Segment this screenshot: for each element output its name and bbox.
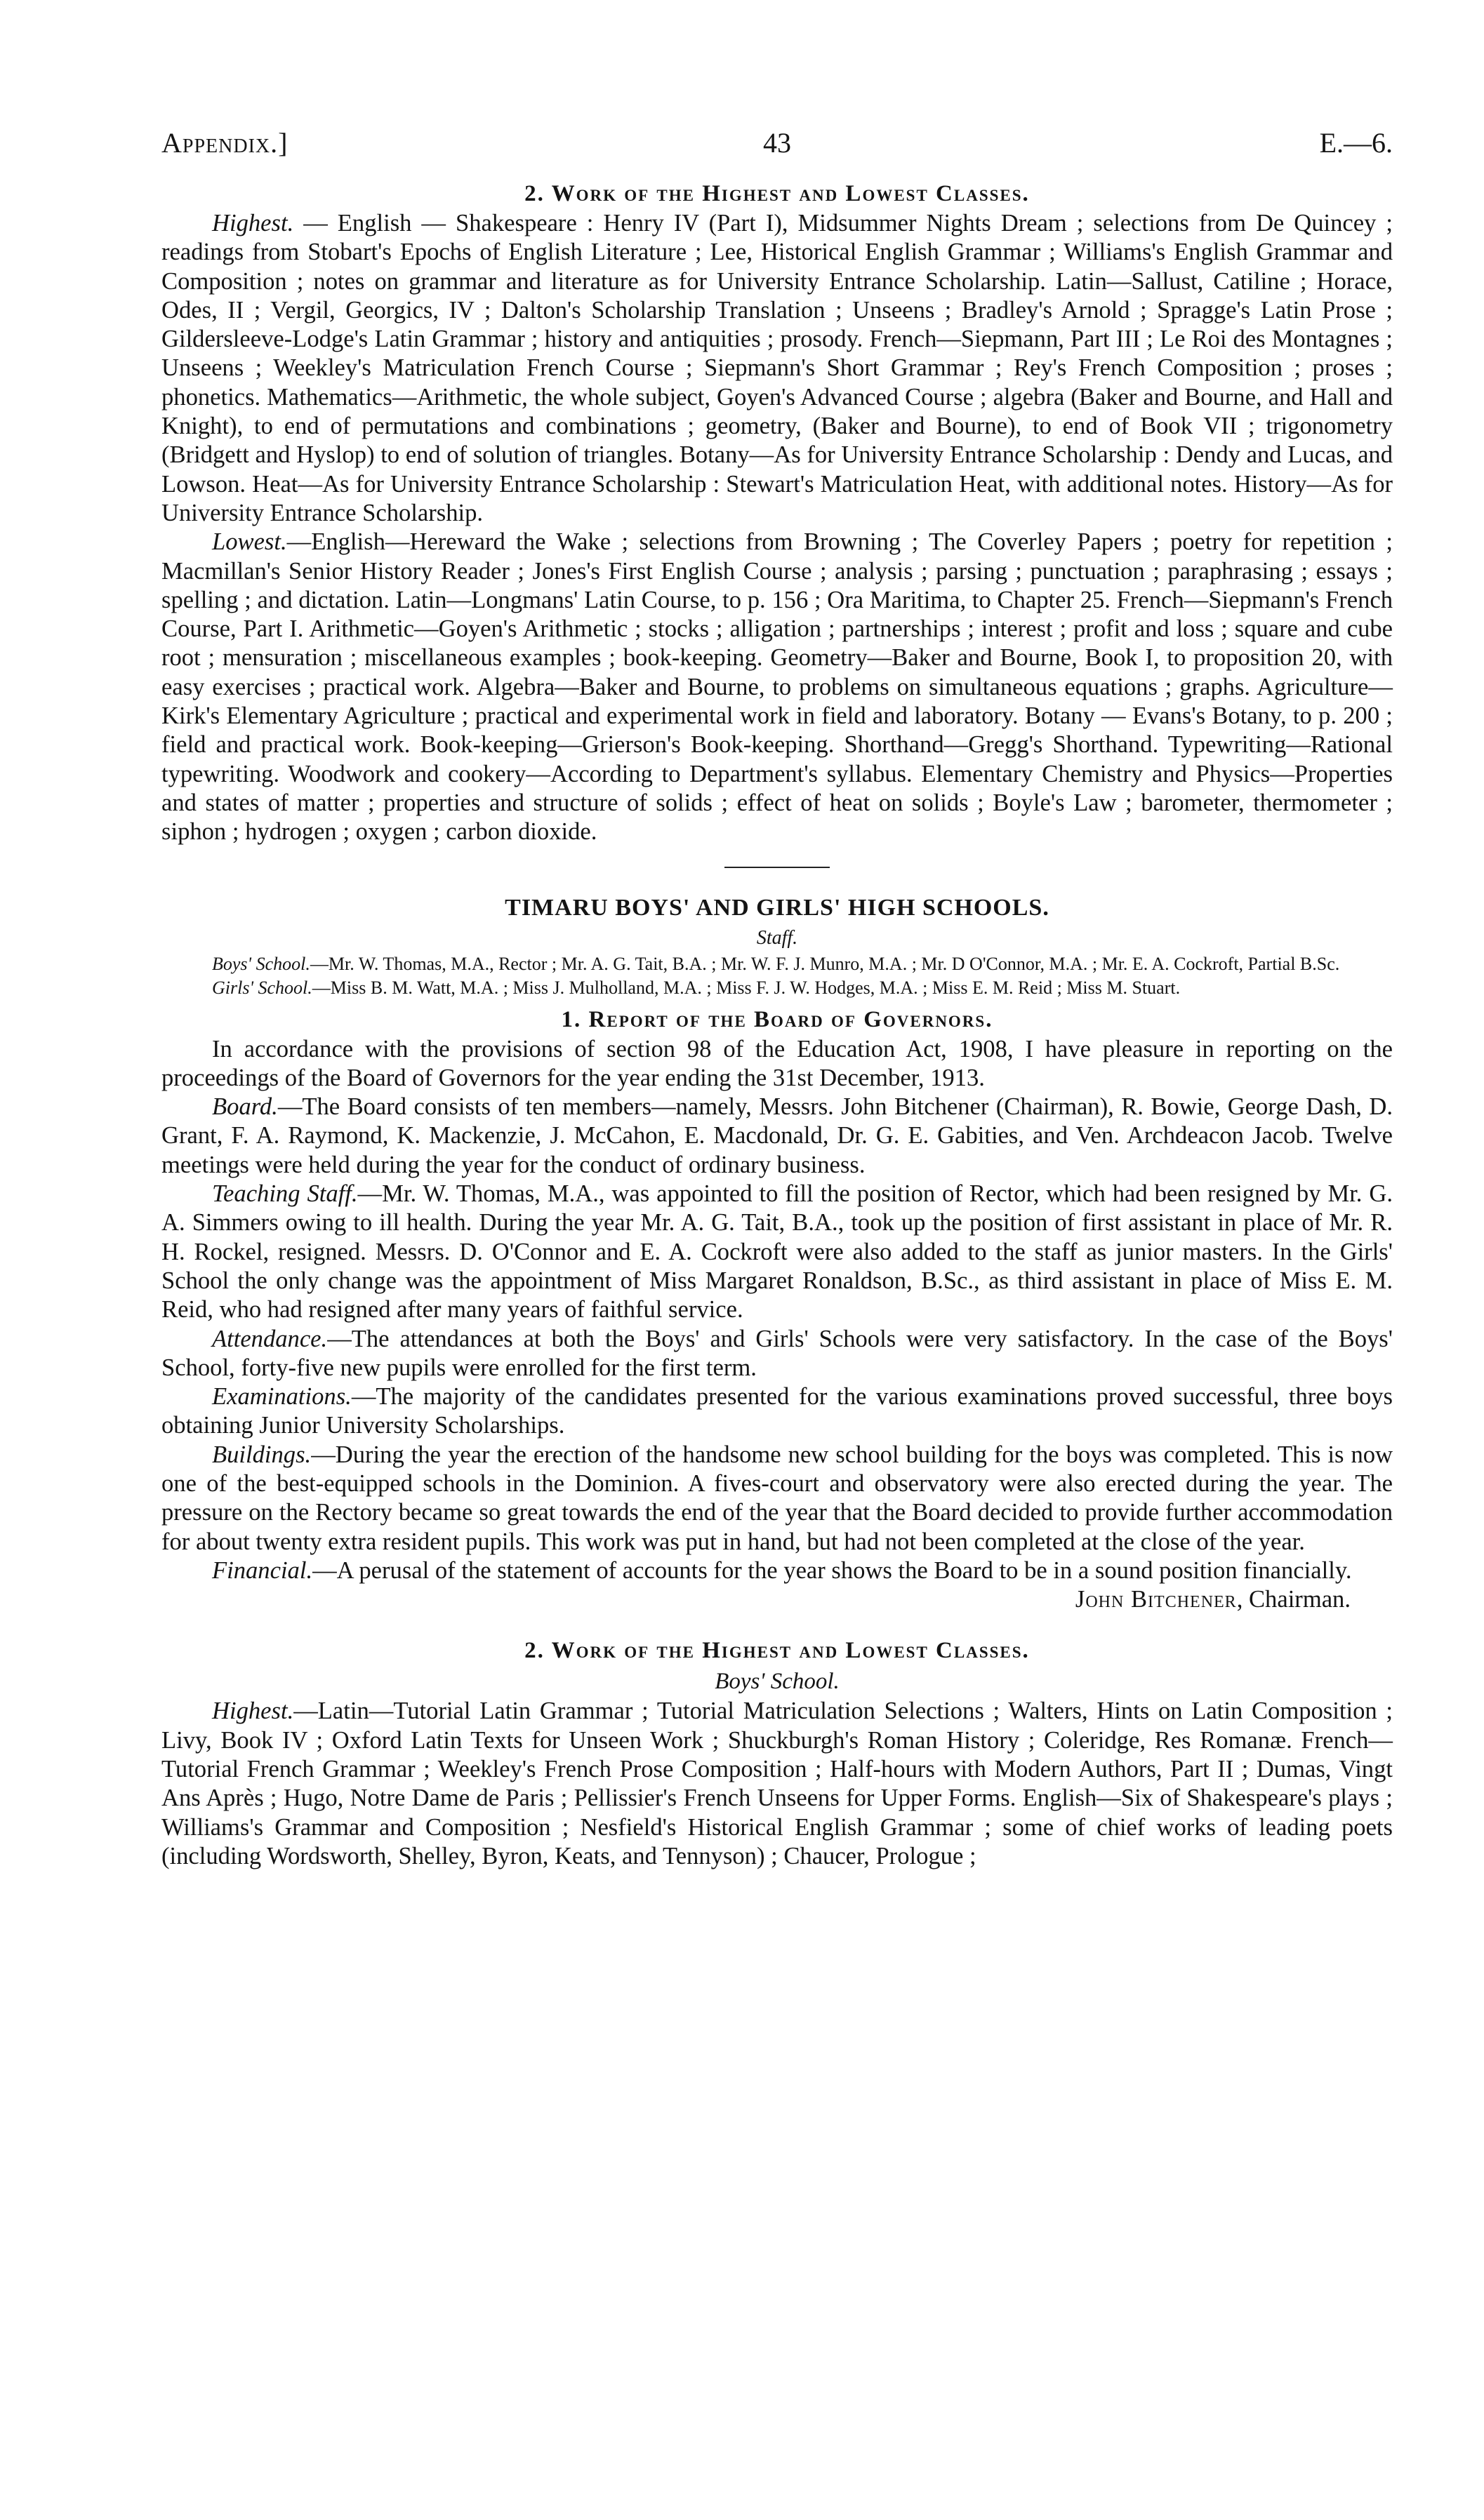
label-examinations: Examinations. [212, 1383, 352, 1411]
label-girls-school: Girls' School. [212, 977, 312, 998]
text-teaching-staff: —Mr. W. Thomas, M.A., was appointed to fill the position of Rector, which had been resigned by Mr. G. A. Simmers owing to ill health. During the year Mr. A. G. Tait, B.A., took up the position of first assistant in place of Mr. R. H. Rockel, resigned. Messrs. D. O'Connor and E. A. Cockroft were also added to the staff as junior masters. In the Girls' School the only change was the appointment of Miss Margaret Ronaldson, B.Sc., as third assistant in place of Miss E. M. Reid, who had resigned after many years of faithful service. [161, 1180, 1393, 1324]
paragraph-financial [161, 1556, 1393, 1585]
staff-list [161, 952, 1393, 1000]
paragraph-lowest [161, 528, 1393, 846]
paragraph-attendance [161, 1325, 1393, 1383]
label-board: Board. [212, 1093, 278, 1121]
text-highest: — English — Shakespeare : Henry IV (Part I), Midsummer Nights Dream ; selections from De Quincey ; readings from Stobart's Epochs of English Literature ; Lee, Historical English Grammar ; Williams's English Grammar and Composition ; notes on grammar and literature as for University Entrance Scholarship. Latin—Sallust, Catiline ; Horace, Odes, II ; Vergil, Georgics, IV ; Dalton's Scholarship Translation ; Unseens ; Bradley's Arnold ; Spragge's Latin Prose ; Gildersleeve-Lodge's Latin Grammar ; history and antiquities ; prosody. French—Siepmann, Part III ; Le Roi des Montagnes ; Unseens ; Weekley's Matriculation French Course ; Siepmann's Short Grammar ; Rey's French Composition ; proses ; phonetics. Mathematics—Arithmetic, the whole subject, Goyen's Advanced Course ; algebra (Baker and Bourne, and Hall and Knight), to end of permutations and combinations ; geometry, (Baker and Bourne), to end of Book VII ; trigonometry (Bridgett and Hyslop) to end of solution of triangles. Botany—As for University Entrance Scholarship : Dendy and Lucas, and Lowson. Heat—As for University Entrance Scholarship : Stewart's Matriculation Heat, with additional notes. History—As for University Entrance Scholarship. [161, 210, 1393, 526]
section-heading-work-classes: 2. Work of the Highest and Lowest Classes. [524, 181, 1030, 206]
document-page [161, 105, 1393, 1871]
school-title: TIMARU BOYS' AND GIRLS' HIGH SCHOOLS. [505, 894, 1049, 921]
paragraph-examinations [161, 1382, 1393, 1441]
page-header [161, 105, 1393, 168]
text-lowest: —English—Hereward the Wake ; selections from Browning ; The Coverley Papers ; poetry for repetition ; Macmillan's Senior History Reader ; Jones's First English Course ; analysis ; parsing ; punctuation ; paraphrasing ; essays ; spelling ; and dictation. Latin—Longmans' Latin Course, to p. 156 ; Ora Maritima, to Chapter 25. French—Siepmann's French Course, Part I. Arithmetic—Goyen's Arithmetic ; stocks ; alligation ; partnerships ; interest ; profit and loss ; square and cube root ; mensuration ; miscellaneous examples ; book-keeping. Geometry—Baker and Bourne, Book I, to proposition 20, with easy exercises ; practical work. Algebra—Baker and Bourne, to problems on simultaneous equations ; graphs. Agriculture—Kirk's Elementary Agriculture ; practical and experimental work in field and laboratory. Botany — Evans's Botany, to p. 200 ; field and practical work. Book-keeping—Grierson's Book-keeping. Shorthand—Gregg's Shorthand. Typewriting—Rational typewriting. Woodwork and cookery—According to Department's syllabus. Elementary Chemistry and Physics—Properties and states of matter ; properties and structure of solids ; effect of heat on solids ; Boyle's Law ; barometer, thermometer ; siphon ; hydrogen ; oxygen ; carbon dioxide. [161, 528, 1393, 846]
section-divider [724, 867, 830, 868]
signature-name: John Bitchener [1075, 1586, 1237, 1613]
staff-boys [161, 952, 1393, 976]
staff-girls [161, 976, 1393, 1000]
text-boys-highest: —Latin—Tutorial Latin Grammar ; Tutorial Matriculation Selections ; Walters, Hints on Latin Composition ; Livy, Book IV ; Oxford Latin Texts for Unseen Work ; Shuckburgh's Roman History ; Coleridge, Res Romanæ. French—Tutorial French Grammar ; Weekley's French Prose Composition ; Half-hours with Modern Authors, Part II ; Dumas, Vingt Ans Après ; Hugo, Notre Dame de Paris ; Pellissier's French Unseens for Upper Forms. English—Six of Shakespeare's plays ; Williams's Grammar and Composition ; Nesfield's Historical English Grammar ; some of chief works of leading poets (including Wordsworth, Shelley, Byron, Keats, and Tennyson) ; Chaucer, Prologue ; [161, 1698, 1393, 1869]
label-attendance: Attendance. [212, 1325, 328, 1352]
signature-title: , Chairman. [1236, 1586, 1351, 1613]
signature [161, 1585, 1393, 1614]
text-girls-staff: —Miss B. M. Watt, M.A. ; Miss J. Mulholland, M.A. ; Miss F. J. W. Hodges, M.A. ; Miss E. M. Reid ; Miss M. Stuart. [312, 977, 1181, 998]
text-financial: —A perusal of the statement of accounts for the year shows the Board to be in a sound position financially. [312, 1556, 1352, 1584]
text-boys-staff: —Mr. W. Thomas, M.A., Rector ; Mr. A. G. Tait, B.A. ; Mr. W. F. J. Munro, M.A. ; Mr. D O'Connor, M.A. ; Mr. E. A. Cockroft, Partial B.Sc. [310, 953, 1340, 974]
section-heading-boys-work: 2. Work of the Highest and Lowest Classes. [524, 1638, 1030, 1664]
text-board: —The Board consists of ten members—namely, Messrs. John Bitchener (Chairman), R. Bowie, George Dash, D. Grant, F. A. Raymond, K. Mackenzie, J. McCahon, E. Macdonald, Dr. G. E. Gabities, and Ven. Archdeacon Jacob. Twelve meetings were held during the year for the conduct of ordinary business. [161, 1093, 1393, 1178]
paragraph-teaching-staff [161, 1180, 1393, 1324]
page-number: 43 [763, 127, 791, 159]
boys-school-subheading: Boys' School. [715, 1669, 840, 1695]
header-reference: E.—6. [1319, 127, 1393, 159]
staff-heading: Staff. [756, 926, 798, 949]
label-teaching-staff: Teaching Staff. [212, 1180, 358, 1208]
paragraph-boys-highest [161, 1697, 1393, 1871]
text-attendance: —The attendances at both the Boys' and Girls' Schools were very satisfactory. In the case of the Boys' School, forty-five new pupils were enrolled for the first term. [161, 1325, 1393, 1381]
paragraph-intro: In accordance with the provisions of section 98 of the Education Act, 1908, I have pleasure in reporting on the proceedings of the Board of Governors for the year ending the 31st December, 1913. [161, 1035, 1393, 1091]
label-boys-highest: Highest. [212, 1698, 294, 1725]
header-appendix: Appendix.] [161, 127, 289, 159]
text-examinations: —The majority of the candidates presented for the various examinations proved successful, three boys obtaining Junior University Scholarships. [161, 1383, 1393, 1439]
label-boys-school: Boys' School. [212, 953, 310, 974]
label-lowest: Lowest. [212, 528, 287, 556]
text-buildings: —During the year the erection of the handsome new school building for the boys was completed. This is now one of the best-equipped schools in the Dominion. A fives-court and observatory were also erected during the year. The pressure on the Rectory became so great towards the end of the year that the Board decided to provide further accommodation for about twenty extra resident pupils. This work was put in hand, but had not been completed at the close of the year. [161, 1441, 1393, 1555]
report-heading: 1. Report of the Board of Governors. [561, 1006, 993, 1032]
label-financial: Financial. [212, 1556, 313, 1584]
paragraph-highest [161, 209, 1393, 528]
paragraph-board [161, 1093, 1393, 1180]
label-buildings: Buildings. [212, 1441, 312, 1468]
paragraph-buildings [161, 1441, 1393, 1556]
label-highest: Highest. [212, 210, 294, 236]
